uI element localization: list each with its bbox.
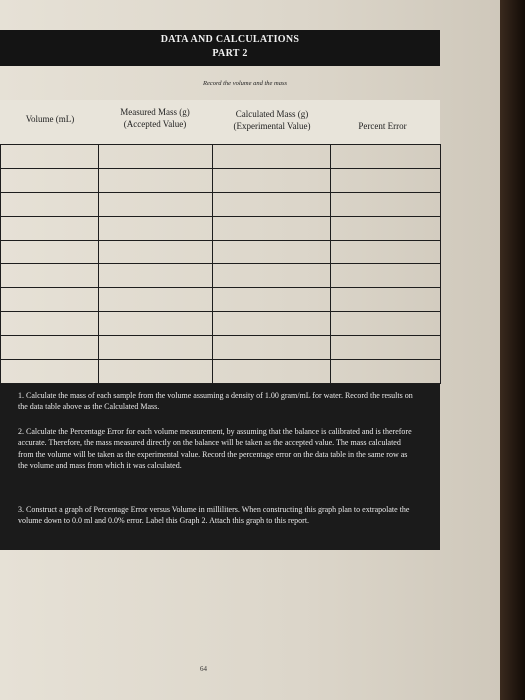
instruction-3: 3. Construct a graph of Percentage Error versus Volume in milliliters. When constructing this graph plan to extrapolate the volume down to 0.0 ml and 0.0% error. Label this Graph 2. Attach this graph to this report. bbox=[18, 505, 410, 526]
column-header-label: Volume (mL) bbox=[25, 114, 75, 124]
table-cell[interactable] bbox=[1, 192, 99, 216]
table-cell[interactable] bbox=[331, 216, 441, 240]
column-header-measured-mass bbox=[100, 106, 210, 130]
table-cell[interactable] bbox=[213, 168, 331, 192]
table-cell[interactable] bbox=[99, 240, 213, 264]
title-line-1: DATA AND CALCULATIONS bbox=[160, 34, 300, 45]
table-cell[interactable] bbox=[99, 145, 213, 169]
table-row bbox=[1, 216, 441, 240]
instruction-2: 2. Calculate the Percentage Error for each volume measurement, by assuming that the balance is calibrated and is therefore accurate. Therefore, the mass measured directly on the balance will be taken as the accepted value. The mass calculated from the volume will be taken as the experimental value. Record the percentage error on the data table in the same row as the volume and mass from which it was calculated. bbox=[18, 427, 412, 470]
table-row bbox=[1, 312, 441, 336]
table-cell[interactable] bbox=[99, 312, 213, 336]
table-cell[interactable] bbox=[213, 288, 331, 312]
table-cell[interactable] bbox=[99, 336, 213, 360]
column-header-volume bbox=[10, 113, 90, 125]
table-cell[interactable] bbox=[213, 240, 331, 264]
table-row bbox=[1, 288, 441, 312]
table-cell[interactable] bbox=[1, 360, 99, 384]
table-row bbox=[1, 336, 441, 360]
table-cell[interactable] bbox=[331, 264, 441, 288]
table-cell[interactable] bbox=[1, 240, 99, 264]
column-header-label: Calculated Mass (g) bbox=[235, 109, 309, 119]
table-cell[interactable] bbox=[213, 336, 331, 360]
table-cell[interactable] bbox=[213, 192, 331, 216]
table-row bbox=[1, 264, 441, 288]
table-cell[interactable] bbox=[99, 168, 213, 192]
table-cell[interactable] bbox=[1, 216, 99, 240]
table-cell[interactable] bbox=[99, 216, 213, 240]
table-cell[interactable] bbox=[213, 312, 331, 336]
table-cell[interactable] bbox=[331, 360, 441, 384]
table-row bbox=[1, 360, 441, 384]
page-number: 64 bbox=[200, 665, 207, 673]
table-cell[interactable] bbox=[99, 360, 213, 384]
table-cell[interactable] bbox=[213, 360, 331, 384]
table-cell[interactable] bbox=[331, 145, 441, 169]
table-cell[interactable] bbox=[331, 240, 441, 264]
table-header bbox=[0, 100, 440, 144]
table-cell[interactable] bbox=[1, 145, 99, 169]
table-cell[interactable] bbox=[1, 336, 99, 360]
table-cell[interactable] bbox=[331, 288, 441, 312]
column-header-calculated-mass bbox=[212, 108, 332, 132]
instructions-box bbox=[0, 384, 440, 550]
column-header-sublabel: (Accepted Value) bbox=[123, 119, 187, 129]
table-cell[interactable] bbox=[99, 192, 213, 216]
column-header-percent-error bbox=[335, 120, 430, 132]
table-cell[interactable] bbox=[1, 264, 99, 288]
instruction-1: 1. Calculate the mass of each sample from the volume assuming a density of 1.00 gram/mL for water. Record the results on the data table above as the Calculated Mass. bbox=[18, 391, 413, 412]
data-table bbox=[0, 144, 440, 384]
table-row bbox=[1, 168, 441, 192]
table-cell[interactable] bbox=[1, 288, 99, 312]
table-cell[interactable] bbox=[331, 168, 441, 192]
column-header-sublabel: (Experimental Value) bbox=[233, 121, 311, 131]
table-cell[interactable] bbox=[99, 288, 213, 312]
column-header-label: Measured Mass (g) bbox=[120, 107, 190, 117]
page-title bbox=[120, 33, 340, 61]
table-cell[interactable] bbox=[213, 216, 331, 240]
table-cell[interactable] bbox=[213, 264, 331, 288]
title-line-2: PART 2 bbox=[212, 48, 248, 59]
table-cell[interactable] bbox=[331, 192, 441, 216]
table-row bbox=[1, 240, 441, 264]
table-cell[interactable] bbox=[1, 168, 99, 192]
table-cell[interactable] bbox=[99, 264, 213, 288]
table-cell[interactable] bbox=[213, 145, 331, 169]
table-cell[interactable] bbox=[331, 336, 441, 360]
data-table-grid bbox=[0, 144, 441, 384]
table-cell[interactable] bbox=[1, 312, 99, 336]
background-shadow bbox=[500, 0, 525, 700]
table-row bbox=[1, 192, 441, 216]
instruction-subtitle: Record the volume and the mass bbox=[202, 80, 288, 87]
table-row bbox=[1, 145, 441, 169]
table-cell[interactable] bbox=[331, 312, 441, 336]
column-header-label: Percent Error bbox=[358, 121, 407, 131]
